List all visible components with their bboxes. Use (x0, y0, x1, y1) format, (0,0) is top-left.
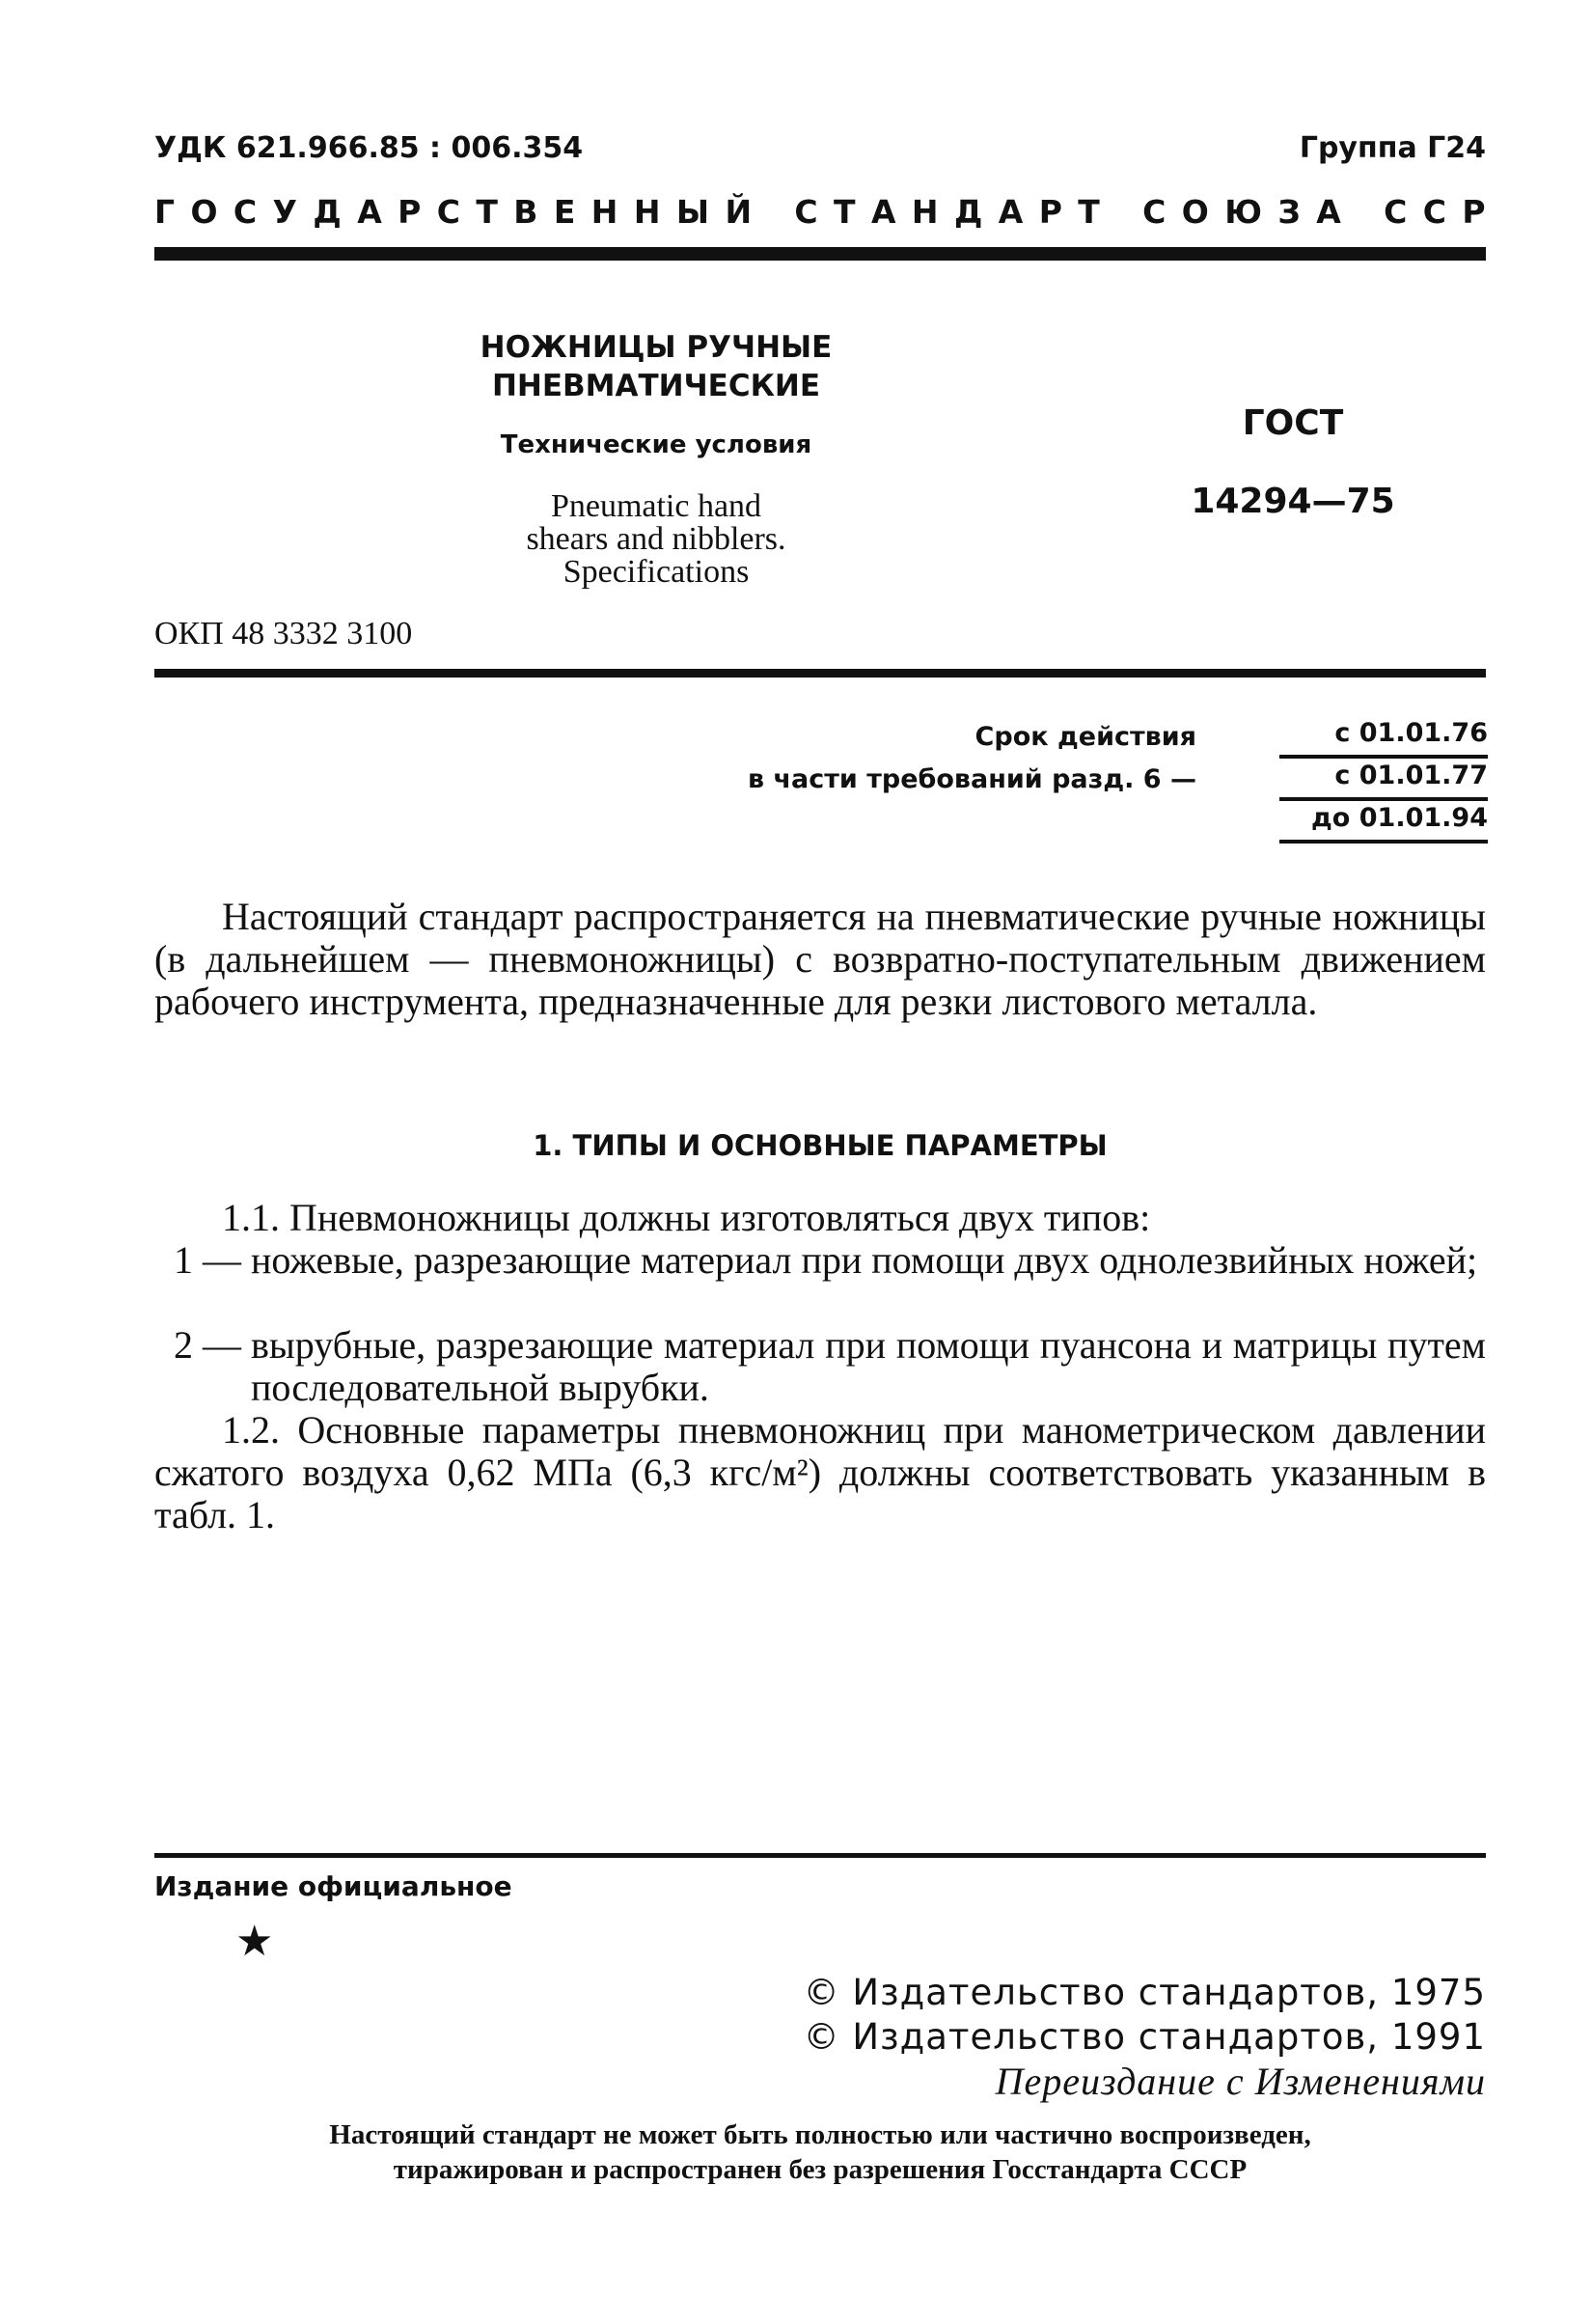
banner-letter: Ы (675, 193, 710, 231)
banner-letter: А (1316, 193, 1341, 231)
title-line-2: ПНЕВМАТИЧЕСКИЕ (491, 369, 821, 403)
banner-letter: Д (953, 193, 983, 231)
state-standard-banner (154, 193, 1486, 231)
banner-letter (768, 193, 780, 231)
star-icon: ★ (235, 1917, 274, 1966)
copyright-1975: © Издательство стандартов, 1975 (803, 1972, 1486, 2013)
footer-rule (154, 1853, 1486, 1858)
validity-dates (1279, 716, 1488, 844)
banner-letter: У (272, 193, 297, 231)
banner-letter: С (1142, 193, 1167, 231)
banner-letter: В (513, 193, 538, 231)
section-heading: 1. ТИПЫ И ОСНОВНЫЕ ПАРАМЕТРЫ (533, 1129, 1108, 1162)
banner-letter: Ю (1224, 193, 1262, 231)
list-item-text: вырубные, разрезающие материал при помощи пуансона и матрицы путем последовательной вырубки. (251, 1323, 1486, 1409)
document-title (405, 328, 907, 405)
banner-letter: Й (725, 193, 753, 231)
banner-letter: А (357, 193, 382, 231)
validity-date-end: до 01.01.94 (1279, 801, 1488, 844)
english-title (405, 490, 907, 589)
list-item-text: ножевые, разрезающие материал при помощи двух однолезвийных ножей; (251, 1238, 1478, 1282)
document-subtitle: Технические условия (500, 430, 812, 459)
banner-letter: С (1422, 193, 1446, 231)
clause-1-2: 1.2. Основные параметры пневмоножниц при манометрическом давлении сжатого воздуха 0,62 МПа (6,3 кгс/м²) должны соответствовать указанным в табл. 1. (154, 1408, 1486, 1536)
banner-letter: Т (834, 193, 856, 231)
title-line-1: НОЖНИЦЫ РУЧНЫЕ (480, 330, 833, 365)
clause-1-1: 1.1. Пневмоножницы должны изготовляться двух типов: (222, 1196, 1151, 1239)
validity-date-start: с 01.01.76 (1279, 716, 1488, 759)
banner-letter: Е (553, 193, 576, 231)
banner-letter: С (794, 193, 818, 231)
okp-code: ОКП 48 3332 3100 (154, 616, 413, 651)
banner-letter: Р (1462, 193, 1486, 231)
intro-paragraph: Настоящий стандарт распространяется на пневматические ручные ножницы (в дальнейшем — пневмоножницы) с возвратно-поступательным движением рабочего инструмента, предназначенные для резки листового металла. (154, 895, 1486, 1023)
banner-letter: Г (154, 193, 176, 231)
list-item-number: 2 — (174, 1323, 241, 1367)
validity-label-section6: в части требований разд. 6 — (748, 764, 1196, 794)
validity-labels (618, 716, 1196, 801)
banner-letter: А (998, 193, 1024, 231)
banner-letter: Т (1078, 193, 1100, 231)
group-code: Группа Г24 (1299, 131, 1486, 165)
list-item-number: 1 — (174, 1238, 241, 1282)
banner-letter: Н (911, 193, 939, 231)
title-block (405, 328, 907, 589)
banner-letter: О (190, 193, 218, 231)
banner-letter (1357, 193, 1368, 231)
notice-line-2: тиражирован и распространен без разрешения Госстандарта СССР (393, 2154, 1248, 2185)
edition-label: Издание официальное (154, 1870, 512, 1902)
banner-letter: А (870, 193, 896, 231)
validity-label-term: Срок действия (974, 722, 1196, 752)
notice-line-1: Настоящий стандарт не может быть полностью или частично воспроизведен, (329, 2119, 1311, 2150)
banner-letter: Н (590, 193, 618, 231)
banner-letter: С (1384, 193, 1408, 231)
banner-letter: Р (1038, 193, 1062, 231)
reprint-note: Переиздание с Изменениями (995, 2060, 1486, 2103)
english-title-line-2: shears and nibblers. (526, 521, 786, 557)
banner-letter: Р (398, 193, 422, 231)
banner-letter: Д (313, 193, 342, 231)
reproduction-notice (154, 2117, 1486, 2187)
banner-letter: З (1277, 193, 1301, 231)
banner-letter (1115, 193, 1127, 231)
publisher-block (733, 1971, 1486, 2104)
title-rule (154, 669, 1486, 678)
banner-letter: Н (633, 193, 661, 231)
english-title-line-1: Pneumatic hand (550, 488, 762, 524)
udk-code: УДК 621.966.85 : 006.354 (154, 131, 584, 165)
header-rule (154, 247, 1486, 261)
banner-letter: О (1181, 193, 1209, 231)
english-title-line-3: Specifications (563, 554, 750, 590)
banner-letter: С (233, 193, 258, 231)
gost-label: ГОСТ (1242, 403, 1344, 443)
gost-number: 14294—75 (1191, 482, 1395, 521)
validity-date-section6: с 01.01.77 (1279, 759, 1488, 801)
banner-letter: С (436, 193, 460, 231)
gost-block (1177, 403, 1409, 521)
copyright-1991: © Издательство стандартов, 1991 (803, 2016, 1486, 2058)
banner-letter: Т (476, 193, 498, 231)
